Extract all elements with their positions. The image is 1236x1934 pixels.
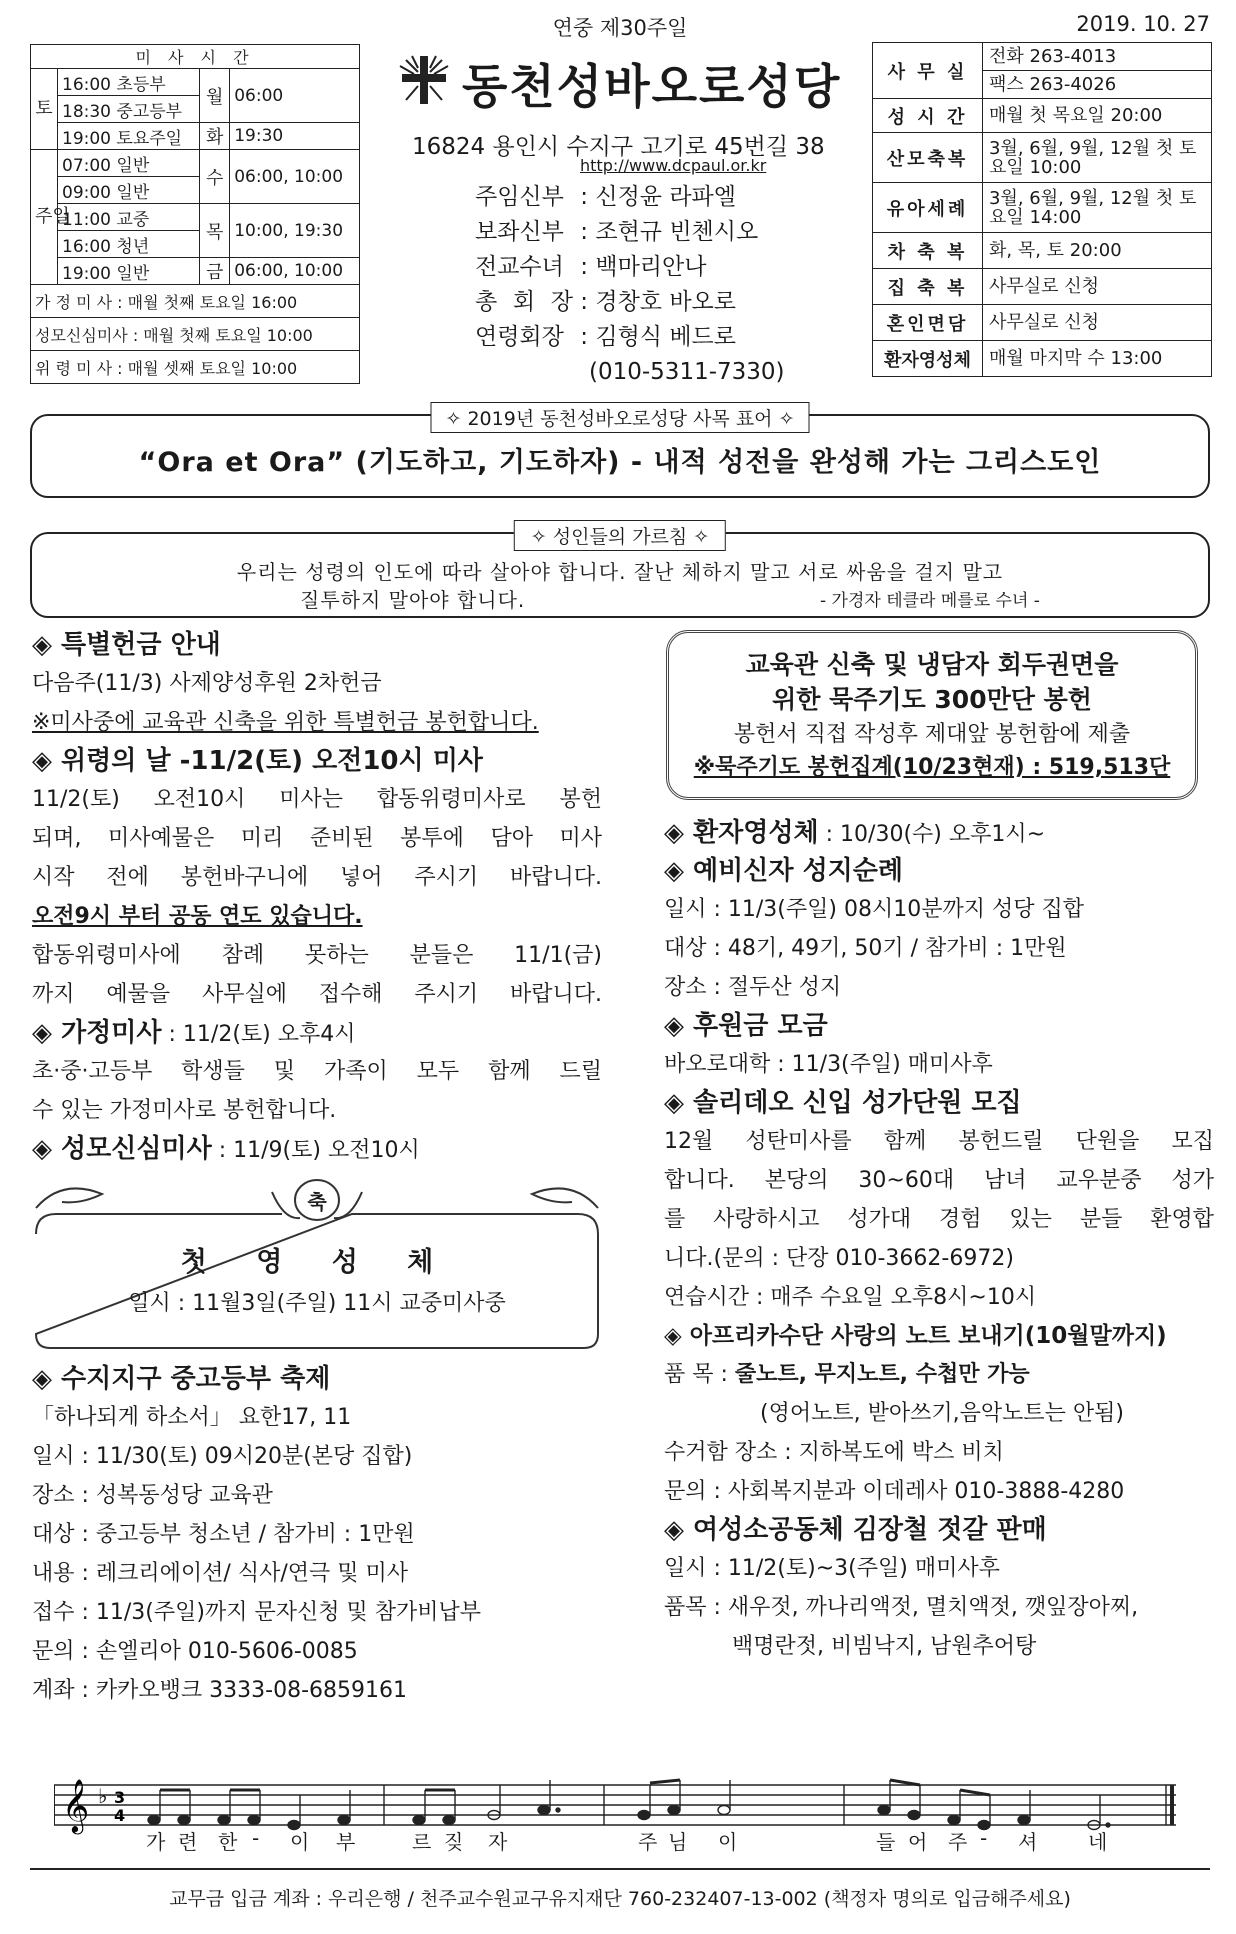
special-mass: 성모신심미사 : 매월 첫째 토요일 10:00 <box>31 318 360 351</box>
saints-quote-line2: 질투하지 말아야 합니다. <box>300 588 526 612</box>
office-label: 사 무 실 <box>873 43 983 99</box>
section-donation-title: ◈ 후원금 모금 <box>664 1011 828 1041</box>
lyric-syllable: 르 <box>412 1830 434 1854</box>
lyric-syllable: - <box>980 1826 990 1850</box>
section-youth-festival-title: ◈ 수지지구 중고등부 축제 <box>32 1364 331 1394</box>
paragraph: 내용 : 레크리에이션/ 식사/연극 및 미사 <box>32 1561 408 1586</box>
office-label: 환자영성체 <box>873 341 983 377</box>
staff-row: 보좌신부 : 조현규 빈첸시오 <box>475 219 759 245</box>
rosary-title-line1: 교육관 신축 및 냉담자 회두권면을 <box>745 650 1119 679</box>
paragraph: 수 있는 가정미사로 봉헌합니다. <box>32 1098 337 1123</box>
section-choir-recruit-title: ◈ 솔리데오 신입 성가단원 모집 <box>664 1088 1022 1118</box>
motto-title: ✧ 2019년 동천성바오로성당 사목 표어 ✧ <box>431 402 810 433</box>
paragraph: 바오로대학 : 11/3(주일) 매미사후 <box>664 1052 993 1077</box>
section-all-souls-title: ◈ 위령의 날 -11/2(토) 오전10시 미사 <box>32 746 483 776</box>
office-value: 3월, 6월, 9월, 12월 첫 토요일 10:00 <box>983 133 1212 183</box>
weekday-label: 월 <box>200 69 230 123</box>
section-catechumen-pilgrimage-title: ◈ 예비신자 성지순례 <box>664 856 904 886</box>
time-sig-bottom: 4 <box>114 1806 126 1825</box>
flat-icon: ♭ <box>98 1784 108 1808</box>
lyric-syllable: 들 <box>876 1830 898 1854</box>
office-label: 차 축 복 <box>873 233 983 269</box>
paragraph: 12월 성탄미사를 함께 봉헌드릴 단원을 모집 <box>664 1129 1214 1154</box>
liturgical-week: 연중 제30주일 <box>552 16 688 40</box>
section-sick-communion-title: ◈ 환자영성체 : 10/30(수) 오후1시~ <box>664 818 1046 848</box>
section-family-mass-title: ◈ 가정미사 : 11/2(토) 오후4시 <box>32 1018 356 1048</box>
staff-row: 주임신부 : 신정윤 라파엘 <box>475 184 736 210</box>
pastoral-motto-box <box>30 408 1210 498</box>
office-info-table <box>872 42 1212 377</box>
paragraph: 를 사랑하시고 성가대 경험 있는 분들 환영합 <box>664 1207 1214 1232</box>
saturday-label: 토 <box>31 69 58 150</box>
weekday-time: 06:00, 10:00 <box>230 150 360 204</box>
paragraph: 되며, 미사예물은 미리 준비된 봉투에 담아 미사 <box>32 826 602 851</box>
saints-teaching-box <box>30 526 1210 618</box>
staff-list <box>475 180 785 390</box>
left-column <box>32 626 602 1710</box>
office-value: 매월 첫 목요일 20:00 <box>983 99 1212 133</box>
paragraph: 초·중·고등부 학생들 및 가족이 모두 함께 드릴 <box>32 1059 602 1084</box>
paragraph: 품목 : 새우젓, 까나리액젓, 멸치액젓, 깻잎장아찌, <box>664 1595 1139 1620</box>
lyric-syllable: 가 <box>146 1830 168 1854</box>
special-mass: 위 령 미 사 : 매월 셋째 토요일 10:00 <box>31 351 360 384</box>
paragraph: 장소 : 절두산 성지 <box>664 975 842 1000</box>
lyric-syllable: 자 <box>488 1830 510 1854</box>
staff-row: 연령회장 : 김형식 베드로 <box>475 324 736 350</box>
celebration-badge: 축 <box>307 1190 327 1214</box>
lyric-syllable: 님 <box>668 1830 690 1854</box>
mass-time: 11:00 교중 <box>58 204 200 231</box>
paragraph: 시작 전에 봉헌바구니에 넣어 주시기 바랍니다. <box>32 865 602 890</box>
office-value: 3월, 6월, 9월, 12월 첫 토요일 14:00 <box>983 183 1212 233</box>
mass-time: 09:00 일반 <box>58 177 200 204</box>
first-communion-card <box>32 1174 602 1352</box>
section-special-offering-title: ◈ 특별헌금 안내 <box>32 630 221 660</box>
paragraph: 다음주(11/3) 사제양성후원 2차헌금 <box>32 671 382 696</box>
lyric-syllable: - <box>252 1826 262 1850</box>
lyric-syllable: 련 <box>178 1830 200 1854</box>
paragraph: 접수 : 11/3(주일)까지 문자신청 및 참가비납부 <box>32 1600 481 1625</box>
rosary-tally: ※묵주기도 봉헌집계(10/23현재) : 519,513단 <box>693 755 1171 780</box>
mass-time: 18:30 중고등부 <box>58 96 200 123</box>
lyric-syllable: 셔 <box>1018 1830 1040 1854</box>
motto-text: “Ora et Ora” (기도하고, 기도하자) - 내적 성전을 완성해 가는 그리스도인 <box>138 447 1102 478</box>
sunday-label: 주일 <box>31 150 58 285</box>
mass-schedule-title: 미 사 시 간 <box>31 45 360 69</box>
office-value: 팩스 263-4026 <box>983 71 1212 99</box>
special-mass: 가 정 미 사 : 매월 첫째 토요일 16:00 <box>31 285 360 318</box>
paragraph: 11/2(토) 오전10시 미사는 합동위령미사로 봉헌 <box>32 787 602 812</box>
paragraph: 대상 : 48기, 49기, 50기 / 참가비 : 1만원 <box>664 936 1067 961</box>
rosary-campaign-box <box>666 630 1198 800</box>
paragraph: (영어노트, 받아쓰기,음악노트는 안됨) <box>760 1401 1124 1426</box>
lyric-syllable: 이 <box>290 1830 312 1854</box>
staff-row: 총 회 장 : 경창호 바오로 <box>475 289 736 315</box>
mass-time: 16:00 청년 <box>58 231 200 258</box>
paragraph: 「하나되게 하소서」 요한17, 11 <box>32 1405 352 1430</box>
staff-phone: (010-5311-7330) <box>589 359 785 385</box>
section-salted-fish-title: ◈ 여성소공동체 김장철 젓갈 판매 <box>664 1515 1047 1545</box>
paragraph: 일시 : 11/30(토) 09시20분(본당 집합) <box>32 1444 413 1469</box>
office-value: 사무실로 신청 <box>983 305 1212 341</box>
paragraph: 합동위령미사에 참례 못하는 분들은 11/1(금) <box>32 943 602 968</box>
saints-quote-line1: 우리는 성령의 인도에 따라 살아야 합니다. 잘난 체하지 말고 서로 싸움을 걸지 말고 <box>236 560 1004 584</box>
office-label: 산모축복 <box>873 133 983 183</box>
weekday-time: 10:00, 19:30 <box>230 204 360 258</box>
weekday-time: 06:00, 10:00 <box>230 258 360 285</box>
paragraph: 니다.(문의 : 단장 010-3662-6972) <box>664 1246 1014 1271</box>
lyric-syllable: 네 <box>1088 1830 1110 1854</box>
mass-time: 16:00 초등부 <box>58 69 200 96</box>
saints-author: - 가경자 테클라 메를로 수녀 - <box>820 591 1040 611</box>
footer-bank-account: 교무금 입금 계좌 : 우리은행 / 천주교수원교구유지재단 760-232407-13-002 (책정자 명의로 입금해주세요) <box>30 1868 1210 1911</box>
paragraph: 합니다. 본당의 30~60대 남녀 교우분중 성가 <box>664 1168 1214 1193</box>
paragraph: 계좌 : 카카오뱅크 3333-08-6859161 <box>32 1678 407 1703</box>
mass-schedule-table <box>30 44 360 384</box>
weekday-time: 19:30 <box>230 123 360 150</box>
rosary-title-line2: 위한 묵주기도 300만단 봉헌 <box>772 685 1092 714</box>
office-label: 혼인면담 <box>873 305 983 341</box>
first-communion-title: 첫 영 성 체 <box>180 1247 454 1278</box>
lyric-syllable: 부 <box>336 1830 358 1854</box>
office-value: 사무실로 신청 <box>983 269 1212 305</box>
weekday-label: 금 <box>200 258 230 285</box>
lyric-syllable: 어 <box>908 1830 930 1854</box>
treble-clef-icon: 𝄞 <box>62 1778 90 1832</box>
weekday-label: 수 <box>200 150 230 204</box>
saints-title: ✧ 성인들의 가르침 ✧ <box>514 520 726 551</box>
paragraph: 수거함 장소 : 지하복도에 박스 비치 <box>664 1440 1004 1465</box>
time-sig-top: 3 <box>114 1788 126 1807</box>
right-column <box>664 626 1214 1666</box>
weekday-label: 목 <box>200 204 230 258</box>
lyric-syllable: 이 <box>718 1830 740 1854</box>
hymn-lyrics <box>54 1826 1176 1856</box>
rosary-instruction: 봉헌서 직접 작성후 제대앞 봉헌함에 제출 <box>733 722 1131 747</box>
office-label: 집 축 복 <box>873 269 983 305</box>
paragraph: ※미사중에 교육관 신축을 위한 특별헌금 봉헌합니다. <box>32 710 539 735</box>
mass-time: 19:00 일반 <box>58 258 200 285</box>
office-label: 유아세례 <box>873 183 983 233</box>
lyric-syllable: 짖 <box>444 1830 466 1854</box>
mass-time: 07:00 일반 <box>58 150 200 177</box>
bulletin-date: 2019. 10. 27 <box>1076 12 1210 36</box>
paragraph: 백명란젓, 비빔낙지, 남원추어탕 <box>732 1634 1037 1659</box>
section-marian-mass-title: ◈ 성모신심미사 : 11/9(토) 오전10시 <box>32 1134 420 1164</box>
paragraph: 일시 : 11/3(주일) 08시10분까지 성당 집합 <box>664 897 1084 922</box>
church-website-link[interactable]: http://www.dcpaul.or.kr <box>580 156 767 175</box>
weekday-label: 화 <box>200 123 230 150</box>
bulletin-header <box>30 12 1210 42</box>
lyric-syllable: 주 <box>948 1830 970 1854</box>
paragraph: 연습시간 : 매주 수요일 오후8시~10시 <box>664 1285 1037 1310</box>
paragraph: 까지 예물을 사무실에 접수해 주시기 바랍니다. <box>32 982 602 1007</box>
paragraph: 일시 : 11/2(토)~3(주일) 매미사후 <box>664 1556 1000 1581</box>
paragraph: 품 목 : 줄노트, 무지노트, 수첩만 가능 <box>664 1362 1030 1387</box>
church-name: 동천성바오로성당 <box>462 60 842 115</box>
paragraph: 대상 : 중고등부 청소년 / 참가비 : 1만원 <box>32 1522 415 1547</box>
church-address: 16824 용인시 수지구 고기로 45번길 38 <box>412 134 825 160</box>
paragraph: 문의 : 사회복지분과 이데레사 010-3888-4280 <box>664 1479 1125 1504</box>
office-value: 화, 목, 토 20:00 <box>983 233 1212 269</box>
first-communion-date: 일시 : 11월3일(주일) 11시 교중미사중 <box>128 1291 506 1316</box>
section-sudan-notebook-title: ◈ 아프리카수단 사랑의 노트 보내기(10월말까지) <box>664 1323 1167 1349</box>
mass-time: 19:00 토요주일 <box>58 123 200 150</box>
paragraph: 문의 : 손엘리아 010-5606-0085 <box>32 1639 358 1664</box>
church-logo-icon <box>398 54 450 106</box>
paragraph: 오전9시 부터 공동 연도 있습니다. <box>32 904 363 929</box>
weekday-time: 06:00 <box>230 69 360 123</box>
office-label: 성 시 간 <box>873 99 983 133</box>
staff-row: 전교수녀 : 백마리안나 <box>475 254 707 280</box>
paragraph: 장소 : 성복동성당 교육관 <box>32 1483 273 1508</box>
lyric-syllable: 주 <box>638 1830 660 1854</box>
lyric-syllable: 한 <box>218 1830 240 1854</box>
office-value: 매월 마지막 수 13:00 <box>983 341 1212 377</box>
office-value: 전화 263-4013 <box>983 43 1212 71</box>
